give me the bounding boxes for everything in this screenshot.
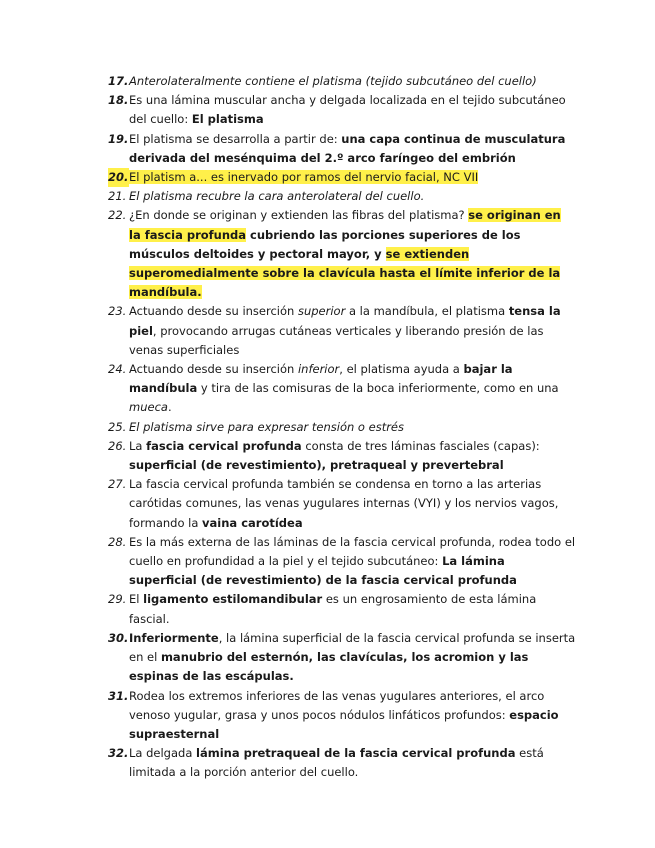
item-text: Actuando desde su inserción inferior, el platisma ayuda a bajar la mandíbula y tira de las comisuras de la boca inferiormente, como en una mueca. [129, 362, 559, 415]
item-text: Anterolateralmente contiene el platisma (tejido subcutáneo del cuello) [129, 74, 537, 88]
item-number: 31. [108, 688, 129, 703]
item-number: 27. [108, 477, 127, 492]
list-item-24 [108, 360, 576, 418]
item-number: 18. [108, 93, 129, 108]
bold-term: fascia cervical profunda [146, 438, 302, 453]
list-item-29 [108, 590, 576, 628]
item-text: ¿En donde se originan y extienden las fibras del platisma? se originan en la fascia profunda cubriendo las porciones superiores de los músculos deltoides y pectoral mayor, y se extienden superomedialmente sobre la clavícula hasta el límite inferior de la mandíbula. [129, 208, 561, 300]
list-item-26 [108, 437, 576, 475]
highlighted-term: se originan en la fascia profunda [129, 208, 561, 242]
list-item-31 [108, 687, 576, 745]
list-item-25 [108, 418, 576, 437]
item-text: El platisma recubre la cara anterolateral del cuello. [129, 189, 425, 204]
item-text: Es una lámina muscular ancha y delgada localizada en el tejido subcutáneo del cuello: El platisma [129, 93, 566, 127]
item-text: La fascia cervical profunda también se condensa en torno a las arterias carótidas comunes, las venas yugulares internas (VYI) y los nervios vagos, formando la vaina carotídea [129, 477, 559, 530]
bold-term: Inferiormente [129, 630, 219, 645]
list-item-20 [108, 168, 576, 187]
bold-term: espacio supraesternal [129, 707, 559, 741]
list-item-22 [108, 206, 576, 302]
item-text: El platisma sirve para expresar tensión o estrés [129, 419, 404, 434]
numbered-list [108, 72, 576, 783]
list-item-30 [108, 629, 576, 687]
item-text: La fascia cervical profunda consta de tres láminas fasciales (capas): superficial (de revestimiento), pretraqueal y prevertebral [129, 438, 540, 473]
item-text: El ligamento estilomandibular es un engrosamiento de esta lámina fascial. [129, 592, 537, 626]
item-number: 29. [108, 592, 127, 607]
list-item-27 [108, 475, 576, 533]
list-item-19 [108, 130, 576, 168]
item-text: Inferiormente, la lámina superficial de la fascia cervical profunda se inserta en el manubrio del esternón, las clavículas, los acromion y las espinas de las escápulas. [129, 630, 576, 684]
highlighted-text: El platism a... es inervado por ramos del nervio facial, NC VII [129, 170, 479, 185]
item-number: 25. [108, 419, 127, 434]
item-number: 20. [108, 168, 129, 187]
item-number: 24. [108, 362, 127, 377]
list-item-32 [108, 744, 576, 782]
item-text: Rodea los extremos inferiores de las venas yugulares anteriores, el arco venoso yugular, grasa y unos pocos nódulos linfáticos profundos: espacio supraesternal [129, 688, 559, 741]
list-item-18 [108, 91, 576, 129]
bold-term: una capa continua de musculatura derivada del mesénquima del 2.º arco faríngeo del embrión [129, 131, 566, 165]
list-item-17 [108, 72, 576, 91]
list-item-21 [108, 187, 576, 206]
item-number: 26. [108, 438, 127, 453]
item-text: Es la más externa de las láminas de la fascia cervical profunda, rodea todo el cuello en profundidad a la piel y el tejido subcutáneo: La lámina superficial (de revestimiento) de la fascia cervical profunda [129, 534, 576, 588]
bold-term: La lámina superficial (de revestimiento) de la fascia cervical profunda [129, 554, 517, 588]
item-number: 19. [108, 131, 129, 146]
bold-term: manubrio del esternón, las clavículas, los acromion y las espinas de las escápulas. [129, 650, 529, 684]
item-number: 23. [108, 304, 127, 319]
item-text [129, 168, 576, 187]
bold-term: El platisma [191, 112, 264, 127]
bold-term: superficial (de revestimiento), pretraqueal y prevertebral [129, 458, 504, 473]
item-text: Actuando desde su inserción superior a la mandíbula, el platisma tensa la piel, provocando arrugas cutáneas verticales y liberando presión de las venas superficiales [129, 304, 561, 357]
item-number: 17. [108, 74, 129, 88]
bold-term: ligamento estilomandibular [143, 592, 323, 607]
item-number: 30. [108, 630, 129, 645]
bold-term: bajar la mandíbula [129, 362, 513, 396]
item-number: 32. [108, 746, 129, 761]
item-text: La delgada lámina pretraqueal de la fascia cervical profunda está limitada a la porción anterior del cuello. [129, 746, 544, 780]
item-text: El platisma se desarrolla a partir de: una capa continua de musculatura derivada del mesénquima del 2.º arco faríngeo del embrión [129, 131, 566, 165]
bold-term: vaina carotídea [202, 515, 303, 530]
item-number: 21. [108, 189, 127, 204]
bold-term: tensa la piel [129, 304, 561, 338]
highlighted-term: se extienden superomedialmente sobre la clavícula hasta el límite inferior de la mandíbula. [129, 246, 561, 300]
bold-term: lámina pretraqueal de la fascia cervical profunda [196, 746, 516, 761]
list-item-28 [108, 533, 576, 591]
item-number: 28. [108, 534, 127, 549]
item-number: 22. [108, 208, 127, 223]
bold-term: cubriendo las porciones superiores de los músculos deltoides y pectoral mayor, y [129, 227, 521, 261]
list-item-23 [108, 302, 576, 360]
